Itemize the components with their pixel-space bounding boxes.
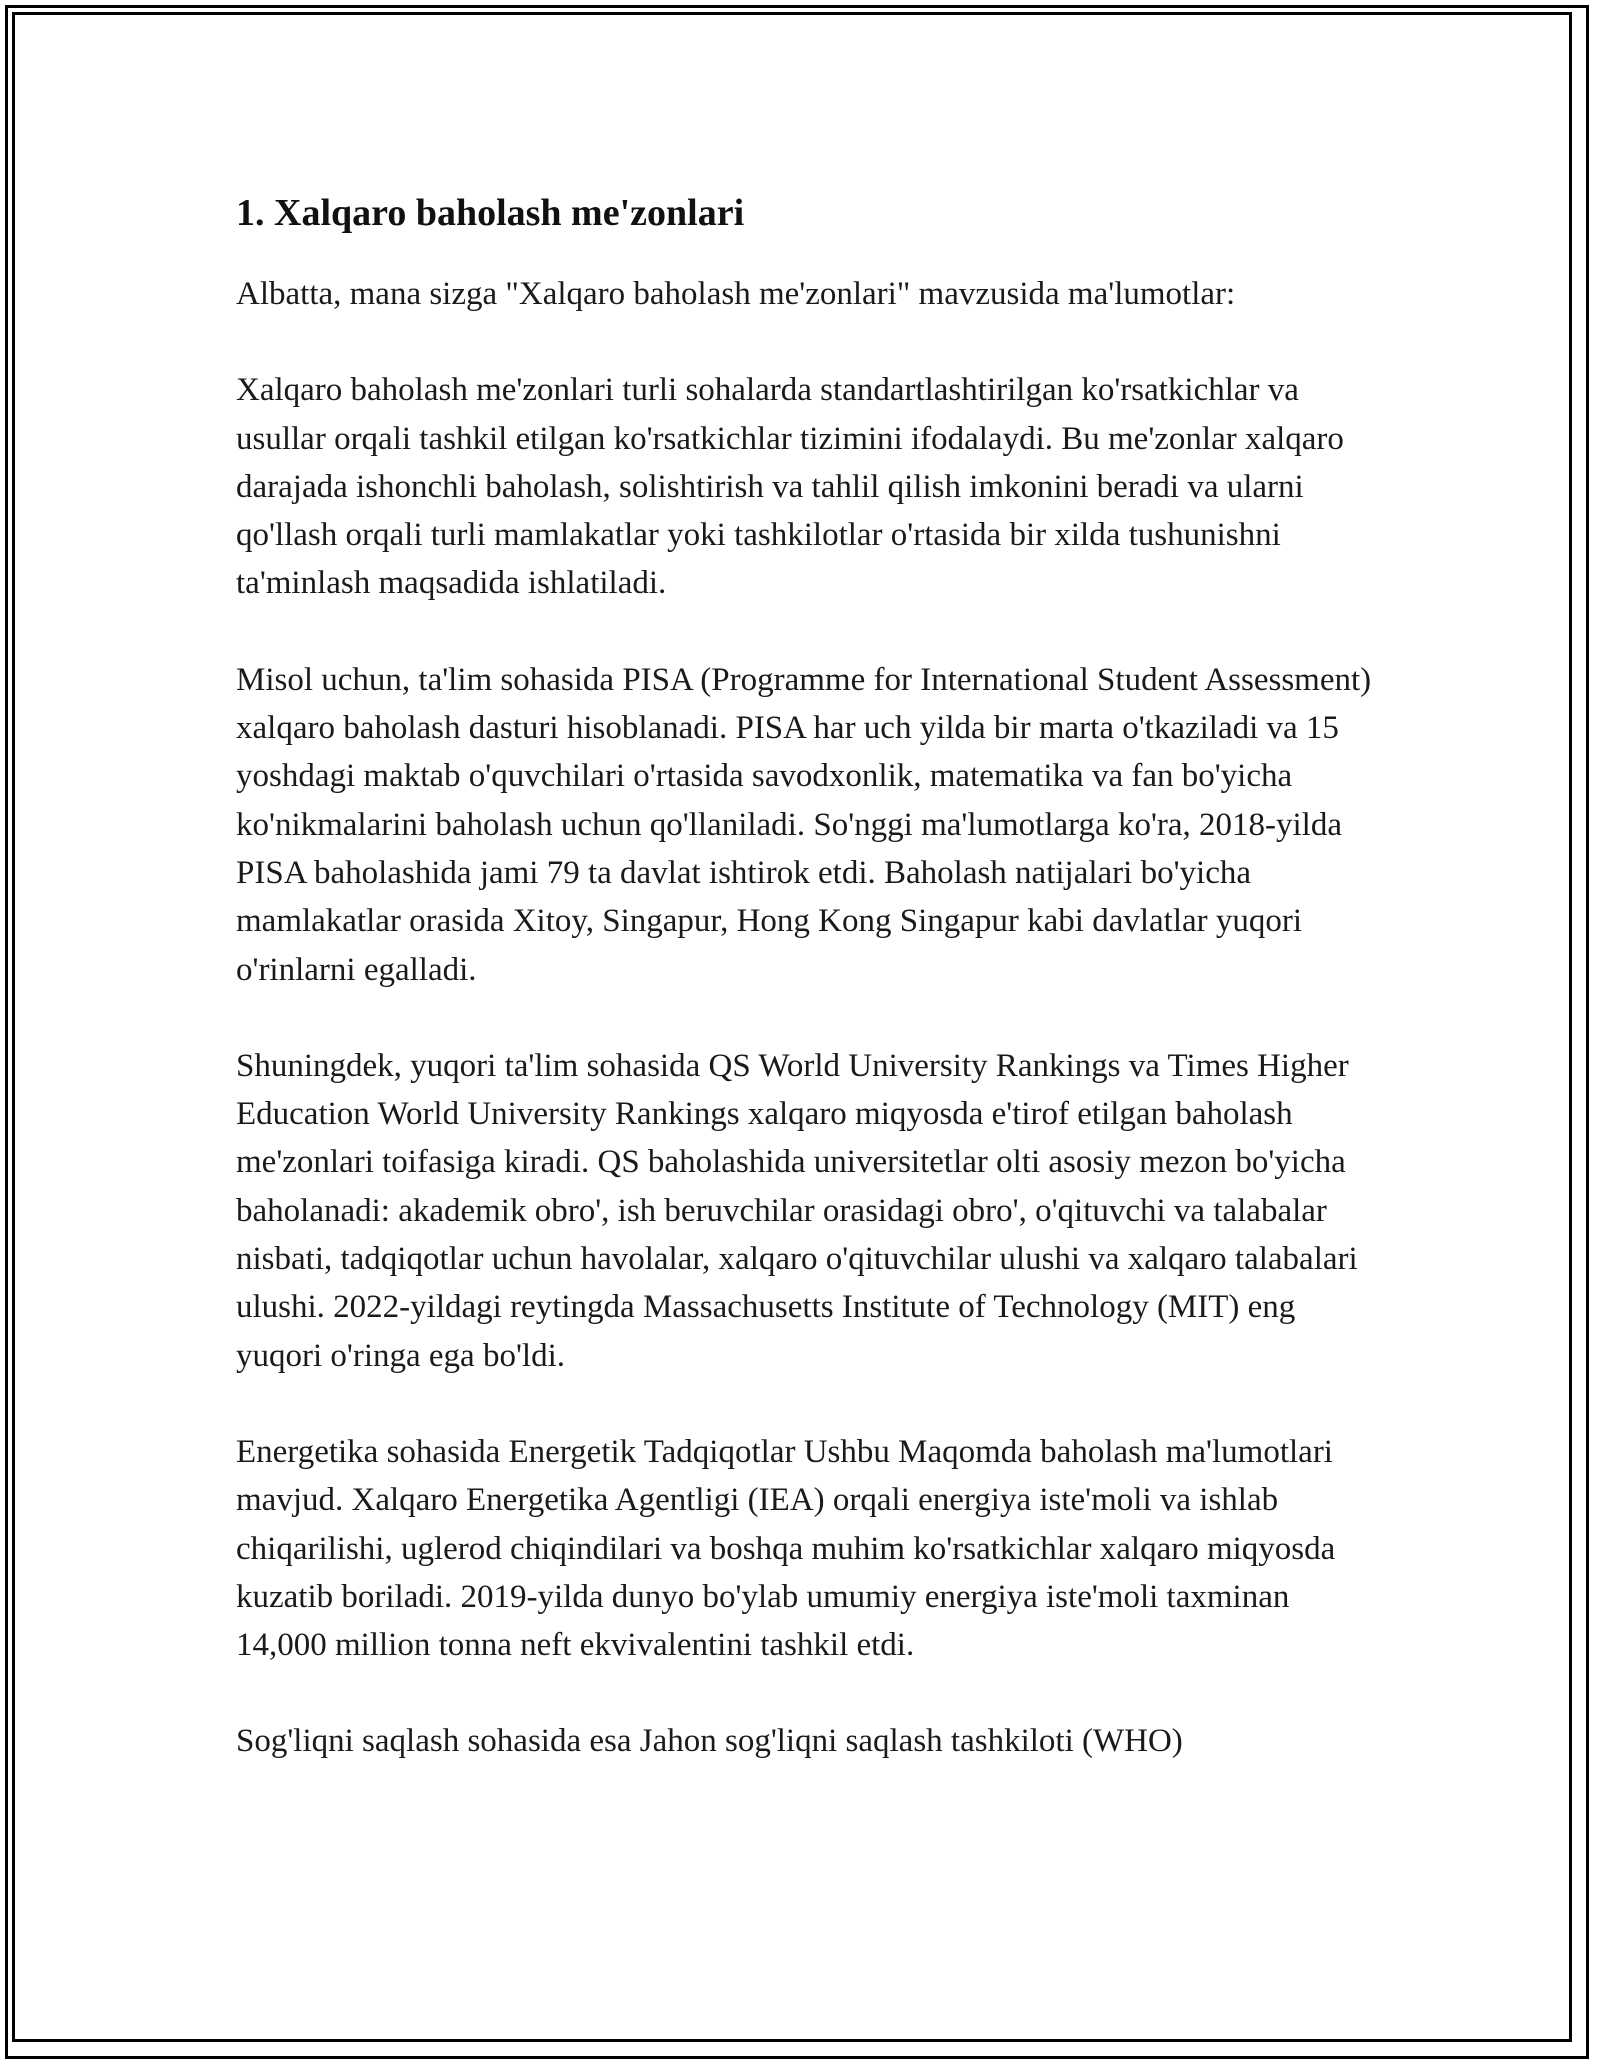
definition-paragraph: Xalqaro baholash me'zonlari turli sohalarda standartlashtirilgan ko'rsatkichlar va usullar orqali tashkil etilgan ko'rsatkichlar tizimini ifodalaydi. Bu me'zonlar xalqaro darajada ishonchli baholash, solishtirish va tahlil qilish imkonini beradi va ularni qo'llash orqali turli mamlakatlar yoki tashkilotlar o'rtasida bir xilda tushunishni ta'minlash maqsadida ishlatiladi. (236, 372, 1344, 602)
document-title: 1. Xalqaro baholash me'zonlari (236, 192, 745, 234)
energy-paragraph: Energetika sohasida Energetik Tadqiqotlar Ushbu Maqomda baholash ma'lumotlari mavjud. Xalqaro Energetika Agentligi (IEA) orqali energiya iste'moli va ishlab chiqarilishi, uglerod chiqindilari va boshqa muhim ko'rsatkichlar xalqaro miqyosda kuzatib boriladi. 2019-yilda dunyo bo'ylab umumiy energiya iste'moli taxminan 14,000 million tonna neft ekvivalentini tashkil etdi. (236, 1433, 1336, 1664)
health-paragraph: Sog'liqni saqlash sohasida esa Jahon sog'liqni saqlash tashkiloti (WHO) (236, 1723, 1183, 1760)
intro-paragraph: Albatta, mana sizga "Xalqaro baholash me'zonlari" mavzusida ma'lumotlar: (236, 276, 1236, 312)
university-rankings-paragraph: Shuningdek, yuqori ta'lim sohasida QS World University Rankings va Times Higher Education World University Rankings xalqaro miqyosda e'tirof etilgan baholash me'zonlari toifasiga kiradi. QS baholashida universitetlar olti asosiy mezon bo'yicha baholanadi: akademik obro', ish beruvchilar orasidagi obro', o'qituvchi va talabalar nisbati, tadqiqotlar uchun havolalar, xalqaro o'qituvchilar ulushi va xalqaro talabalari ulushi. 2022-yildagi reytingda Massachusetts Institute of Technology (MIT) eng yuqori o'ringa ega bo'ldi. (236, 1047, 1358, 1374)
pisa-paragraph: Misol uchun, ta'lim sohasida PISA (Programme for International Student Assessment) xalqaro baholash dasturi hisoblanadi. PISA har uch yilda bir marta o'tkaziladi va 15 yoshdagi maktab o'quvchilari o'rtasida savodxonlik, matematika va fan bo'yicha ko'nikmalarini baholash uchun qo'llaniladi. So'nggi ma'lumotlarga ko'ra, 2018-yilda PISA baholashida jami 79 ta davlat ishtirok etdi. Baholash natijalari bo'yicha mamlakatlar orasida Xitoy, Singapur, Hong Kong Singapur kabi davlatlar yuqori o'rinlarni egalladi. (236, 661, 1372, 988)
document-body (236, 182, 1386, 1766)
